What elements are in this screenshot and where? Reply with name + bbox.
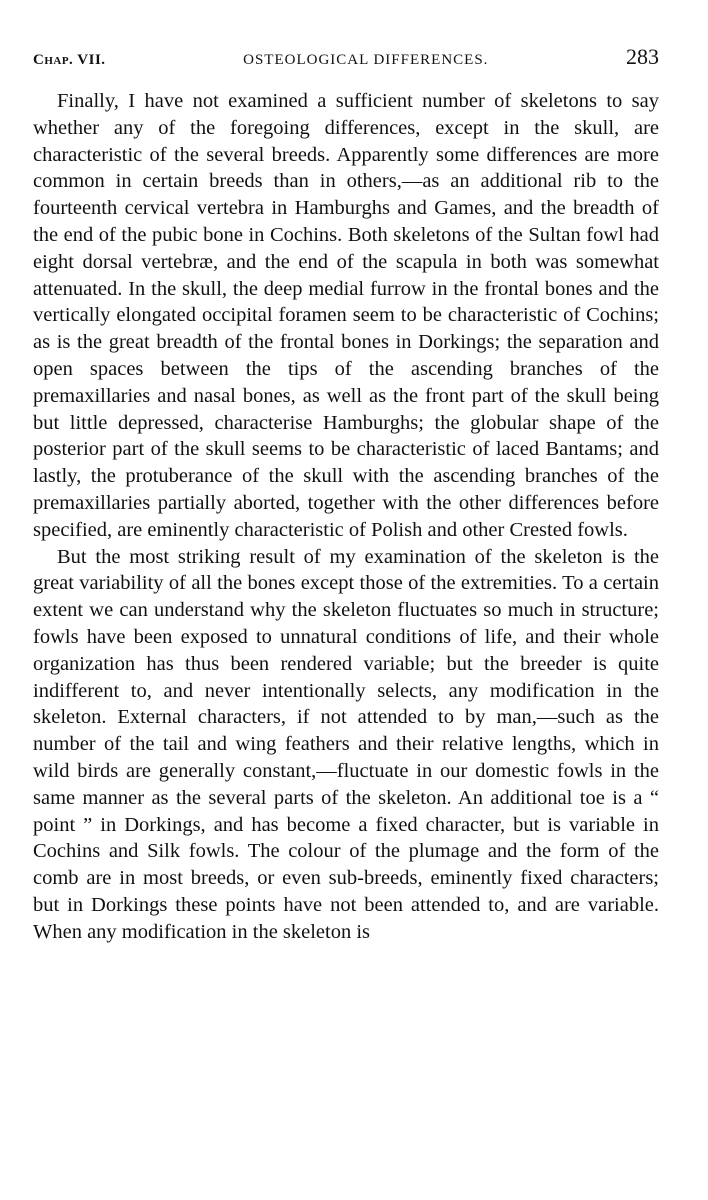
running-title: OSTEOLOGICAL DIFFERENCES. bbox=[243, 52, 489, 68]
chapter-label: Chap. VII. bbox=[33, 52, 106, 68]
book-page bbox=[33, 44, 659, 946]
paragraph-2: But the most striking result of my examination of the skeleton is the great variability of all the bones except those of the extremities. To a certain extent we can understand why the skeleton fluctuates so much in structure; fowls have been exposed to unnatural conditions of life, and their whole organization has thus been rendered variable; but the breeder is quite indifferent to, and never intentionally selects, any modification in the skeleton. External characters, if not attended to by man,—such as the number of the tail and wing feathers and their relative lengths, which in wild birds are generally constant,—fluctuate in our domestic fowls in the same manner as the several parts of the skeleton. An additional toe is a “ point ” in Dorkings, and has become a fixed character, but is variable in Cochins and Silk fowls. The colour of the plumage and the form of the comb are in most breeds, or even sub-breeds, eminently fixed characters; but in Dorkings these points have not been attended to, and are variable. When any modification in the skeleton is bbox=[33, 545, 659, 943]
running-head bbox=[33, 44, 659, 70]
page-number: 283 bbox=[626, 44, 659, 69]
paragraph-1: Finally, I have not examined a sufficient number of skeletons to say whether any of the foregoing differences, except in the skull, are characteristic of the several breeds. Apparently some differences are more common in certain breeds than in others,—as an additional rib to the fourteenth cervical vertebra in Hamburghs and Games, and the breadth of the end of the pubic bone in Cochins. Both skeletons of the Sultan fowl had eight dorsal vertebræ, and the end of the scapula in both was somewhat attenuated. In the skull, the deep medial furrow in the frontal bones and the vertically elongated occipital foramen seem to be characteristic of Cochins; as is the great breadth of the frontal bones in Dorkings; the separation and open spaces between the tips of the ascending branches of the premaxillaries and nasal bones, as well as the front part of the skull being but little depressed, characterise Hamburghs; the globular shape of the posterior part of the skull seems to be characteristic of laced Bantams; and lastly, the protuberance of the skull with the ascending branches of the premaxillaries partially aborted, together with the other differences before specified, are eminently characteristic of Polish and other Crested fowls. bbox=[33, 90, 659, 541]
body-text bbox=[33, 88, 659, 946]
